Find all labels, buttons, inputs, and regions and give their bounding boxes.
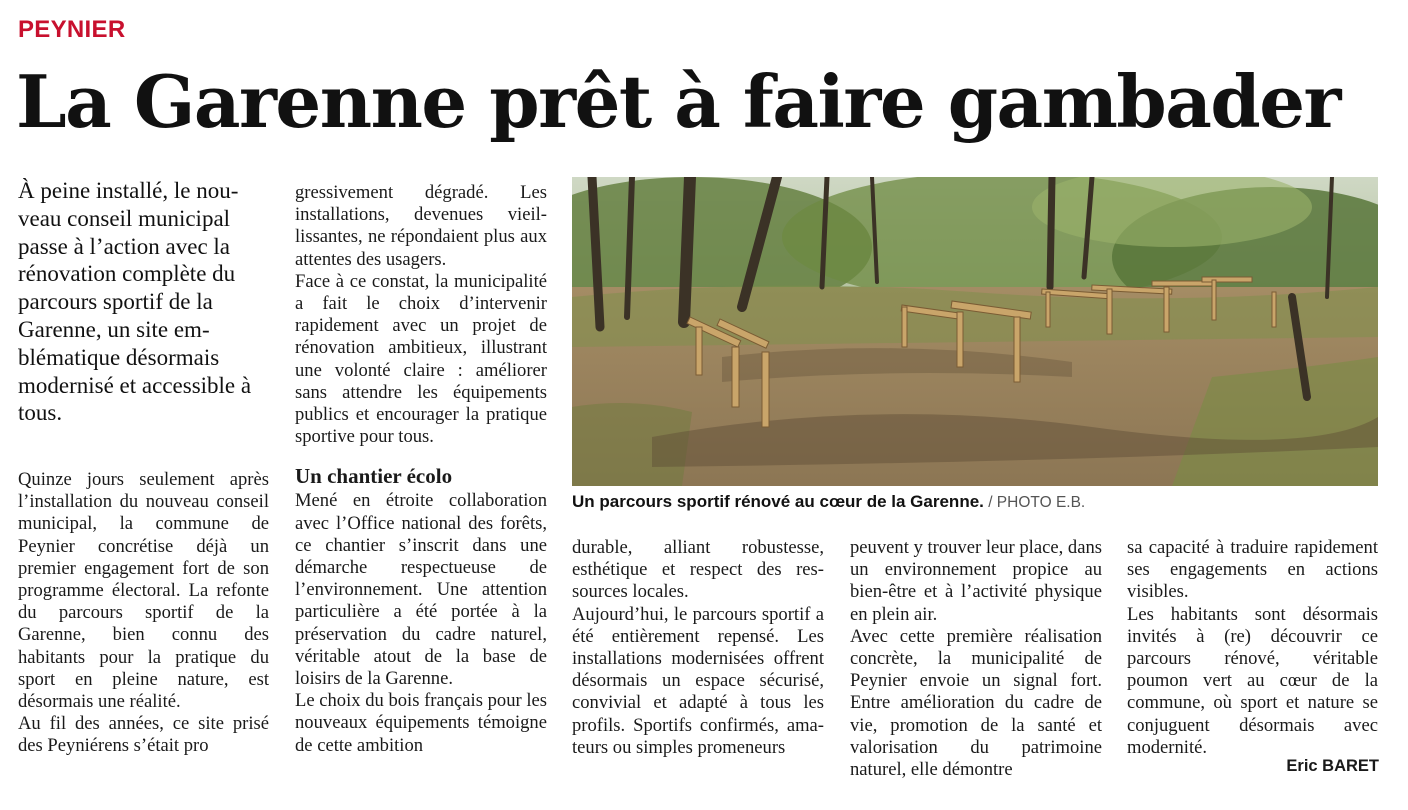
author-byline: Eric BARET — [1286, 757, 1379, 775]
body-paragraph: Avec cette première réalisation concrète, la municipalité de Peynier envoie un signal fort. Entre amélioration du cadre de vie, promotion de la santé et valorisation du patrimoine naturel, elle démontre — [850, 625, 1102, 781]
article-photo — [572, 177, 1378, 486]
lead-text: À peine installé, le nouveau conseil municipal passe à l’action avec la rénovation complète du parcours sportif de la Garenne, un site emblématique désormais modernisé et accessible à tous. — [18, 178, 252, 426]
article-column-5 — [1127, 537, 1378, 759]
body-paragraph: sa capacité à traduire rapidement ses engagements en actions visibles. — [1127, 537, 1378, 603]
body-paragraph: durable, alliant robustesse, esthétique et respect des ressources locales. — [572, 537, 824, 603]
lead-paragraph — [18, 177, 272, 427]
caption-text: Un parcours sportif rénové au cœur de la Garenne. — [572, 492, 984, 511]
body-paragraph: peuvent y trouver leur place, dans un environnement propice au bien-être et à l’activité physique en plein air. — [850, 537, 1102, 625]
body-paragraph: Le choix du bois français pour les nouveaux équipements témoigne de cette ambition — [295, 690, 547, 756]
body-paragraph: Les habitants sont désormais invités à (re) découvrir ce parcours rénové, véritable poumon vert au cœur de la commune, où sport et nature se conjuguent désormais avec modernité. — [1127, 603, 1378, 758]
body-paragraph: gressivement dégradé. Les installations, devenues vieillissantes, ne répondaient plus aux attentes des usagers. — [295, 182, 547, 270]
photo-caption — [572, 491, 1378, 514]
article-column-1 — [18, 469, 269, 758]
section-subhead: Un chantier écolo — [295, 464, 453, 489]
forest-fitness-trail-photo — [572, 177, 1378, 486]
photo-credit: / PHOTO E.B. — [983, 494, 1086, 511]
body-paragraph: Face à ce constat, la municipalité a fait le choix d’intervenir rapidement avec un projet de rénovation ambitieux, illustrant une volonté claire : améliorer sans attendre les équipements publics et encourager la pratique sportive pour tous. — [295, 270, 547, 448]
body-paragraph: Mené en étroite collaboration avec l’Office national des forêts, ce chantier s’inscrit dans une démarche respectueuse de l’environnement. Une attention particulière a été portée à la préservation du cadre naturel, véritable atout de la base de loisirs de la Garenne. — [295, 490, 547, 690]
article-column-2 — [295, 182, 547, 757]
headline: La Garenne prêt à faire gambader — [16, 59, 1340, 144]
body-paragraph: Aujourd’hui, le parcours sportif a été entièrement repensé. Les installations modernisées offrent désormais un espace sécurisé, convivial et adapté à tous les profils. Sportifs confirmés, amateurs ou simples promeneurs — [572, 603, 824, 758]
section-kicker: PEYNIER — [18, 16, 126, 43]
body-paragraph: Quinze jours seulement après l’installation du nouveau conseil municipal, la commune de Peynier concrétise déjà un premier engagement fort de son programme électoral. La refonte du parcours sportif de la Garenne, bien connu des habitants pour la pratique du sport en pleine nature, est désormais une réalité. — [18, 469, 269, 713]
article-column-4 — [850, 537, 1102, 781]
body-paragraph: Au fil des années, ce site prisé des Peyniérens s’était pro — [18, 713, 269, 757]
article-column-3 — [572, 537, 824, 759]
